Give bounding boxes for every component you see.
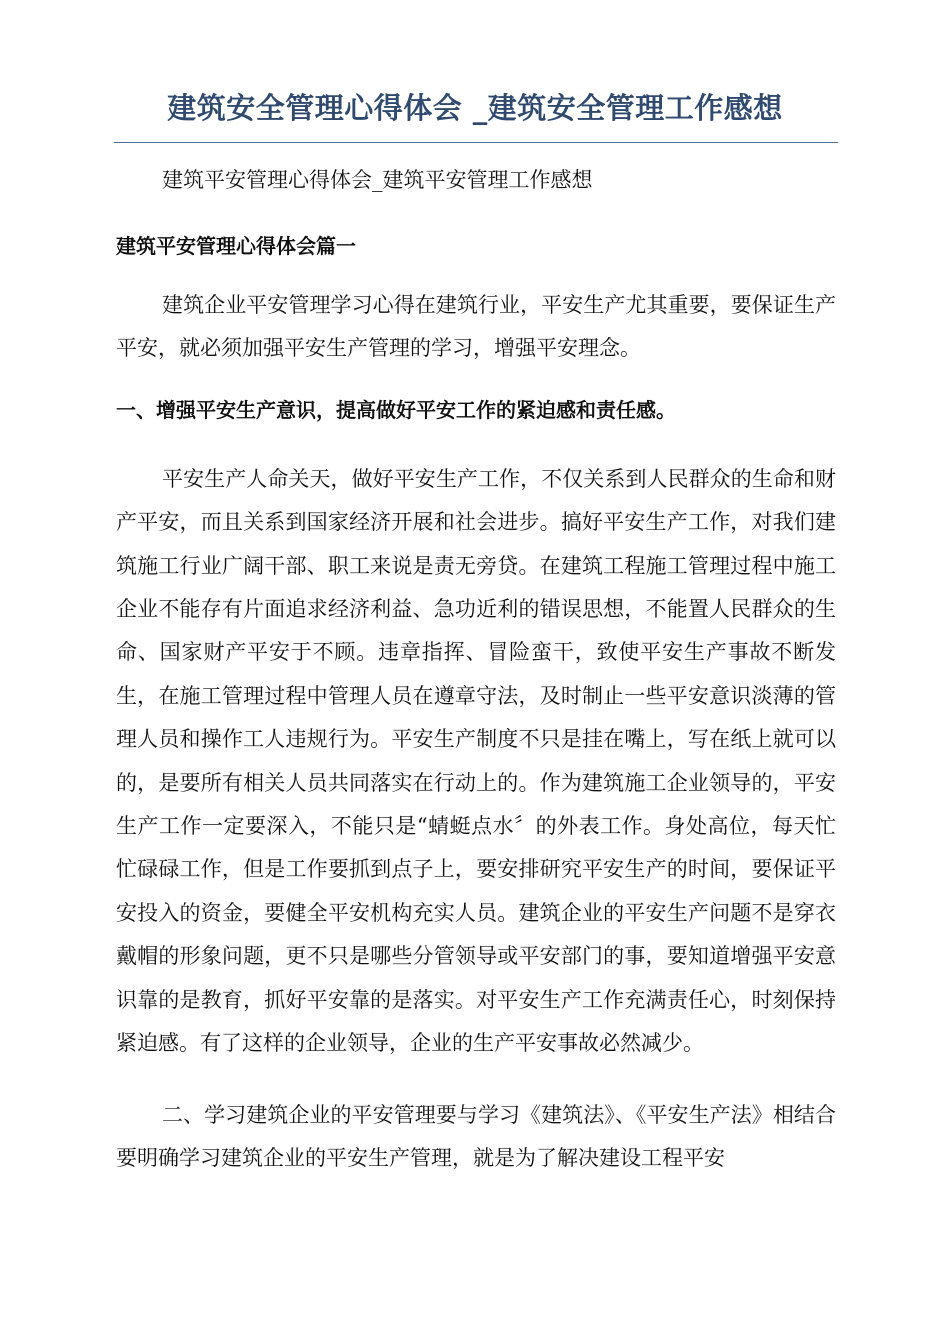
paragraph-intro: 建筑企业平安管理学习心得在建筑行业，平安生产尤其重要，要保证生产平安，就必须加强平安生产管理的学习，增强平安理念。	[116, 293, 836, 361]
point-one-heading: 一、增强平安生产意识，提高做好平安工作的紧迫感和责任感。	[116, 397, 676, 422]
title-divider	[114, 142, 838, 143]
document-subtitle: 建筑平安管理心得体会_建筑平安管理工作感想	[162, 168, 593, 192]
paragraph-point-two: 二、学习建筑企业的平安管理要与学习《建筑法》、《平安生产法》相结合要明确学习建筑企业的平安生产管理，就是为了解决建设工程平安	[116, 1102, 836, 1170]
section-heading: 建筑平安管理心得体会篇一	[116, 234, 356, 258]
paragraph-point-one: 平安生产人命关天，做好平安生产工作，不仅关系到人民群众的生命和财产平安，而且关系到国家经济开展和社会进步。搞好平安生产工作，对我们建筑施工行业广阔干部、职工来说是责无旁贷。在建筑工程施工管理过程中施工企业不能存有片面追求经济利益、急功近利的错误思想，不能置人民群众的生命、国家财产平安于不顾。违章指挥、冒险蛮干，致使平安生产事故不断发生，在施工管理过程中管理人员在遵章守法，及时制止一些平安意识淡薄的管理人员和操作工人违规行为。平安生产制度不只是挂在嘴上，写在纸上就可以的，是要所有相关人员共同落实在行动上的。作为建筑施工企业领导的，平安生产工作一定要深入，不能只是“蜻蜓点水〞的外表工作。身处高位，每天忙忙碌碌工作，但是工作要抓到点子上，要安排研究平安生产的时间，要保证平安投入的资金，要健全平安机构充实人员。建筑企业的平安生产问题不是穿衣戴帽的形象问题，更不只是哪些分管领导或平安部门的事，要知道增强平安意识靠的是教育，抓好平安靠的是落实。对平安生产工作充满责任心，时刻保持紧迫感。有了这样的企业领导，企业的生产平安事故必然减少。	[116, 466, 836, 1056]
document-body	[116, 162, 836, 1180]
document-title: 建筑安全管理心得体会 _建筑安全管理工作感想	[167, 91, 783, 125]
